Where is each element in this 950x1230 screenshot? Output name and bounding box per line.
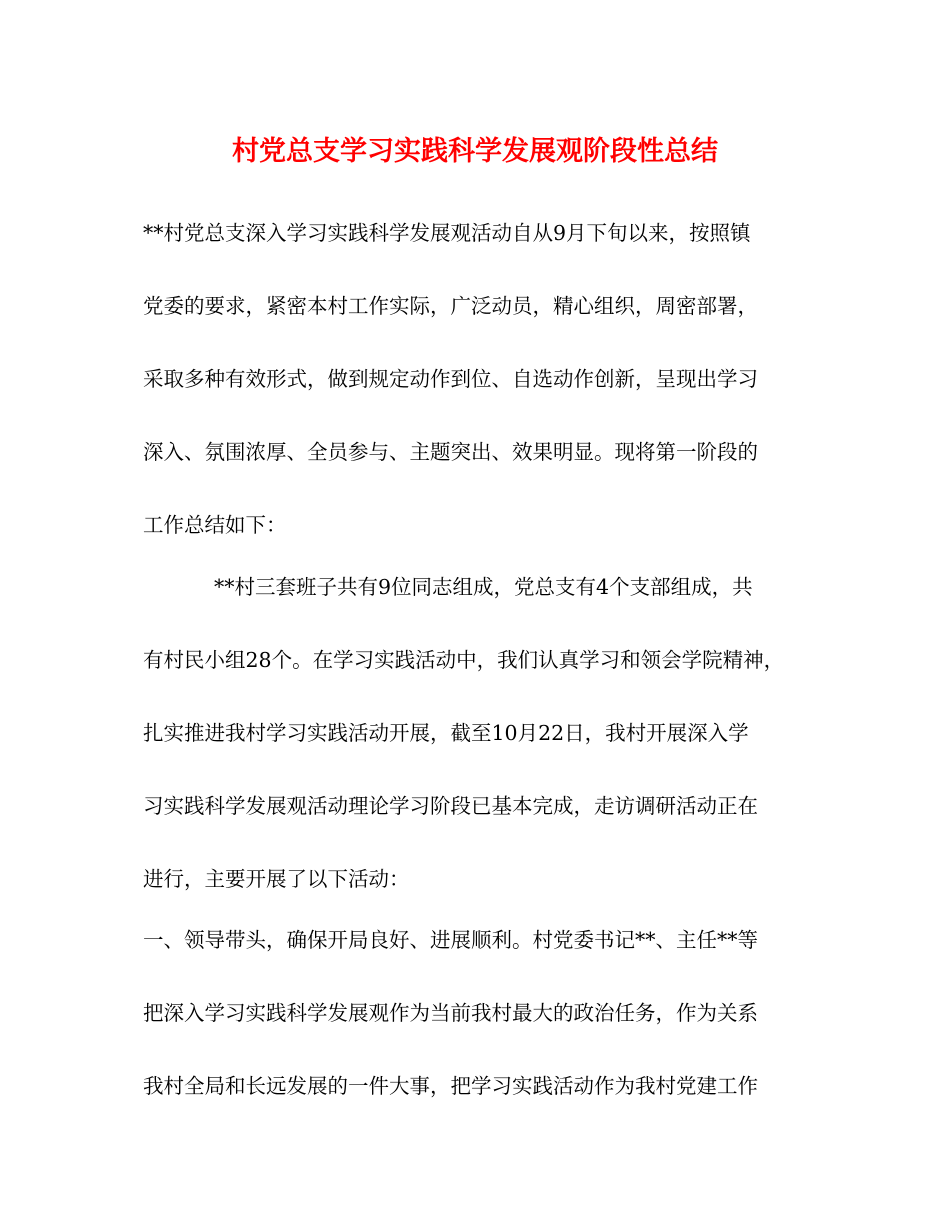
paragraph-line: 扎实推进我村学习实践活动开展，截至10月22日，我村开展深入学 bbox=[143, 721, 749, 745]
paragraph-line: **村三套班子共有9位同志组成，党总支有4个支部组成，共 bbox=[214, 575, 753, 599]
paragraph-line: **村党总支深入学习实践科学发展观活动自从9月下旬以来，按照镇 bbox=[143, 221, 751, 245]
paragraph-line: 把深入学习实践科学发展观作为当前我村最大的政治任务，作为关系 bbox=[143, 1001, 758, 1025]
paragraph-line: 有村民小组28个。在学习实践活动中，我们认真学习和领会学院精神， bbox=[143, 648, 785, 672]
document-title: 村党总支学习实践科学发展观阶段性总结 bbox=[232, 136, 718, 167]
paragraph-line: 进行，主要开展了以下活动： bbox=[143, 867, 410, 891]
paragraph-line: 工作总结如下： bbox=[143, 513, 287, 537]
paragraph-line: 采取多种有效形式，做到规定动作到位、自选动作创新，呈现出学习 bbox=[143, 367, 758, 391]
paragraph-line: 习实践科学发展观活动理论学习阶段已基本完成，走访调研活动正在 bbox=[143, 794, 758, 818]
paragraph-line: 一、领导带头，确保开局良好、进展顺利。村党委书记**、主任**等 bbox=[143, 928, 758, 952]
paragraph-line: 党委的要求，紧密本村工作实际，广泛动员，精心组织，周密部署， bbox=[143, 294, 758, 318]
paragraph-line: 深入、氛围浓厚、全员参与、主题突出、效果明显。现将第一阶段的 bbox=[143, 440, 758, 464]
paragraph-line: 我村全局和长远发展的一件大事，把学习实践活动作为我村党建工作 bbox=[143, 1074, 758, 1098]
